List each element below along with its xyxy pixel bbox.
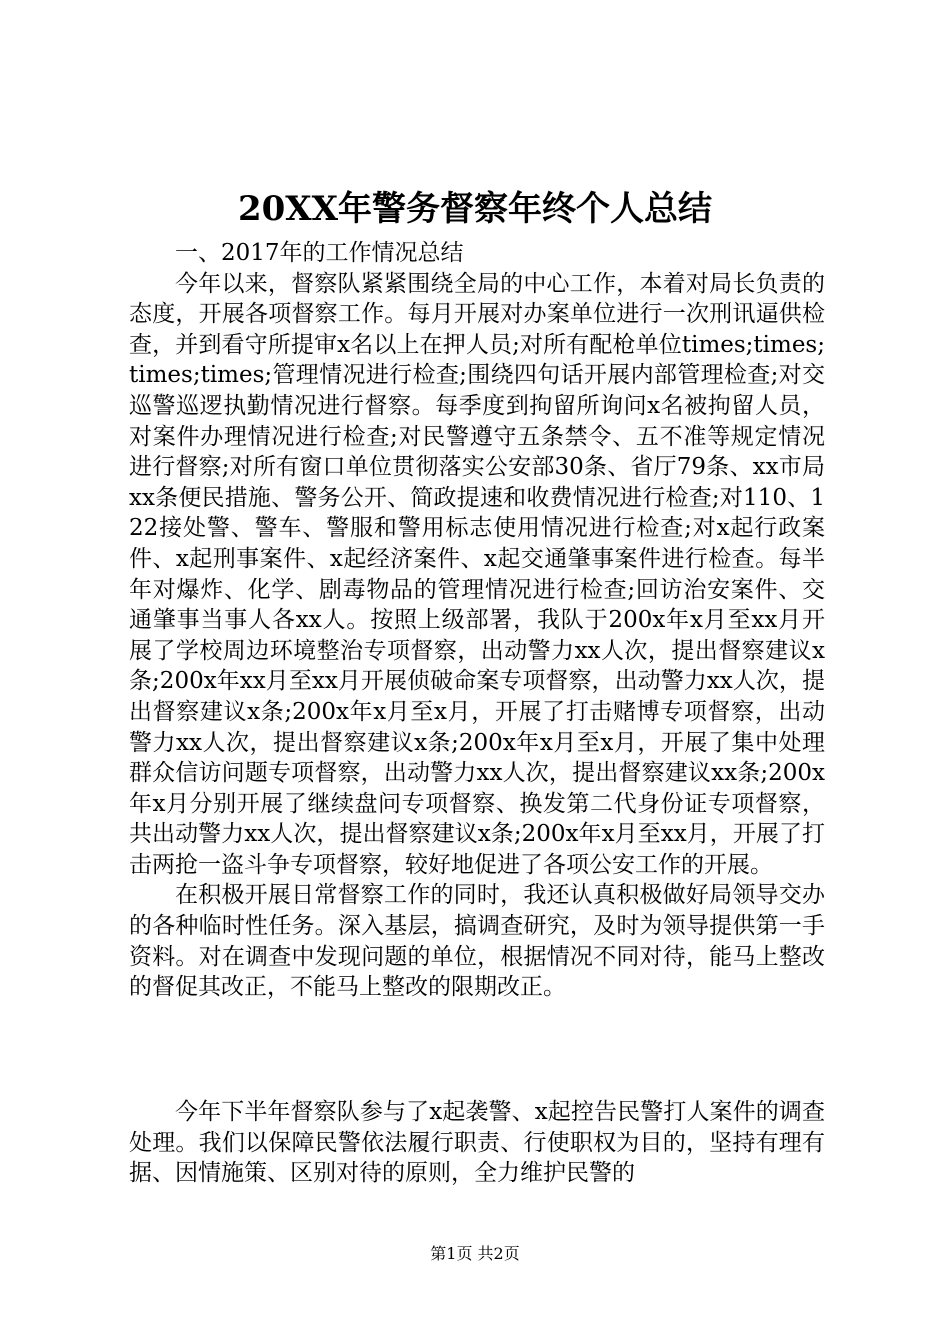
paragraph-2: 在积极开展日常督察工作的同时，我还认真积极做好局领导交办的各种临时性任务。深入基层，搞调查研究，及时为领导提供第一手资料。对在调查中发现问题的单位，根据情况不同对待，能马上整改的督促其改正，不能马上整改的限期改正。 bbox=[129, 882, 825, 1001]
page-footer: 第1页 共2页 bbox=[430, 1244, 520, 1263]
section-block bbox=[129, 238, 825, 1003]
paragraph-1: 今年以来，督察队紧紧围绕全局的中心工作，本着对局长负责的态度，开展各项督察工作。每月开展对办案单位进行一次刑讯逼供检查，并到看守所提审x名以上在押人员;对所有配枪单位times;times;times;times;管理情况进行检查;围绕四句话开展内部管理检查;对交巡警巡逻执勤情况进行督察。每季度到拘留所询问x名被拘留人员，对案件办理情况进行检查;对民警遵守五条禁令、五不准等规定情况进行督察;对所有窗口单位贯彻落实公安部30条、省厅79条、xx市局xx条便民措施、警务公开、简政提速和收费情况进行检查;对110、122接处警、警车、警服和警用标志使用情况进行检查;对x起行政案件、x起刑事案件、x起经济案件、x起交通肇事案件进行检查。每半年对爆炸、化学、剧毒物品的管理情况进行检查;回访治安案件、交通肇事当事人各xx人。按照上级部署，我队于200x年x月至xx月开展了学校周边环境整治专项督察，出动警力xx人次，提出督察建议x条;200x年xx月至xx月开展侦破命案专项督察，出动警力xx人次，提出督察建议x条;200x年x月至x月，开展了打击赌博专项督察，出动警力xx人次，提出督察建议x条;200x年x月至x月，开展了集中处理群众信访问题专项督察，出动警力xx人次，提出督察建议xx条;200x年x月分别开展了继续盘问专项督察、换发第二代身份证专项督察，共出动警力xx人次，提出督察建议x条;200x年x月至xx月，开展了打击两抢一盗斗争专项督察，较好地促进了各项公安工作的开展。 bbox=[129, 270, 825, 878]
paragraph-3: 今年下半年督察队参与了x起袭警、x起控告民警打人案件的调查处理。我们以保障民警依法履行职责、行使职权为目的，坚持有理有据、因情施策、区别对待的原则，全力维护民警的 bbox=[129, 1099, 825, 1187]
continuation-block bbox=[129, 1097, 825, 1189]
document-title: 20XX年警务督察年终个人总结 bbox=[237, 189, 713, 229]
section-heading: 一、2017年的工作情况总结 bbox=[175, 240, 464, 266]
